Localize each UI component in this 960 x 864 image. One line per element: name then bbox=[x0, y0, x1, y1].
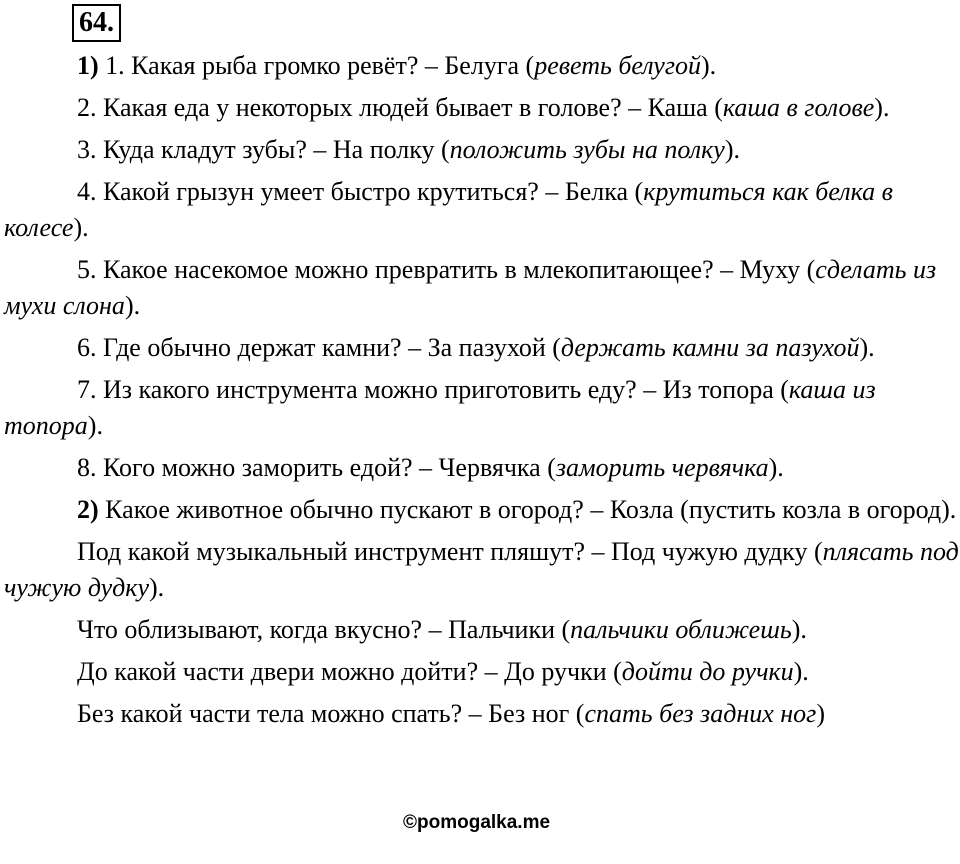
idiom: каша в голове bbox=[722, 93, 875, 122]
question-answer: 2. Какая еда у некоторых людей бывает в голове? – Каша ( bbox=[77, 93, 723, 122]
closing: ). bbox=[73, 213, 89, 242]
question-answer: 3. Куда кладут зубы? – На полку ( bbox=[77, 135, 450, 164]
idiom: пальчики оближешь bbox=[570, 615, 792, 644]
idiom: спать без задних ног bbox=[584, 699, 817, 728]
idiom: реветь белугой bbox=[534, 51, 701, 80]
answer-paragraph bbox=[4, 48, 959, 84]
idiom: заморить червячка bbox=[555, 453, 769, 482]
answer-paragraph bbox=[4, 252, 959, 324]
closing: ). bbox=[724, 135, 740, 164]
idiom: крутиться как белка в колесе bbox=[4, 177, 893, 242]
answer-paragraph bbox=[4, 90, 959, 126]
question-answer: Без какой части тела можно спать? – Без ног ( bbox=[77, 699, 585, 728]
question-answer: До какой части двери можно дойти? – До ручки ( bbox=[77, 657, 622, 686]
answer-paragraph bbox=[4, 534, 959, 606]
question-answer: 7. Из какого инструмента можно приготовить еду? – Из топора ( bbox=[77, 375, 789, 404]
question-answer: 4. Какой грызун умеет быстро крутиться? – Белка ( bbox=[77, 177, 644, 206]
exercise-number: 64. bbox=[72, 4, 121, 42]
question-answer: Какое животное обычно пускают в огород? – Козла (пустить козла в огород). bbox=[98, 495, 957, 524]
idiom: положить зубы на полку bbox=[449, 135, 725, 164]
answer-paragraph bbox=[4, 492, 959, 528]
watermark: ©pomogalka.me bbox=[403, 812, 551, 833]
idiom: дойти до ручки bbox=[621, 657, 794, 686]
part-marker: 2) bbox=[77, 495, 99, 524]
answer-text bbox=[4, 48, 959, 738]
answer-paragraph bbox=[4, 696, 959, 732]
answer-paragraph bbox=[4, 450, 959, 486]
question-answer: Что облизывают, когда вкусно? – Пальчики ( bbox=[77, 615, 571, 644]
idiom: сделать из мухи слона bbox=[4, 255, 937, 320]
question-answer: 8. Кого можно заморить едой? – Червячка ( bbox=[77, 453, 556, 482]
idiom: держать камни за пазухой bbox=[560, 333, 860, 362]
question-answer: 5. Какое насекомое можно превратить в млекопитающее? – Муху ( bbox=[77, 255, 816, 284]
closing: ). bbox=[859, 333, 875, 362]
part-marker: 1) bbox=[77, 51, 99, 80]
answer-paragraph bbox=[4, 612, 959, 648]
answer-paragraph bbox=[4, 372, 959, 444]
answer-paragraph bbox=[4, 330, 959, 366]
question-answer: Под какой музыкальный инструмент пляшут? – Под чужую дудку ( bbox=[77, 537, 823, 566]
closing: ). bbox=[791, 615, 807, 644]
closing: ). bbox=[874, 93, 890, 122]
answer-paragraph bbox=[4, 132, 959, 168]
closing: ). bbox=[87, 411, 103, 440]
idiom: плясать под чужую дудку bbox=[4, 537, 959, 602]
closing: ). bbox=[768, 453, 784, 482]
closing: ). bbox=[148, 573, 165, 602]
question-answer: 6. Где обычно держат камни? – За пазухой ( bbox=[77, 333, 561, 362]
question-answer: 1. Какая рыба громко ревёт? – Белуга ( bbox=[98, 51, 535, 80]
closing: ). bbox=[124, 291, 141, 320]
answer-paragraph bbox=[4, 174, 959, 246]
answer-paragraph bbox=[4, 654, 959, 690]
closing: ). bbox=[793, 657, 809, 686]
closing: ) bbox=[816, 699, 825, 728]
idiom: каша из топора bbox=[4, 375, 876, 440]
closing: ). bbox=[700, 51, 717, 80]
